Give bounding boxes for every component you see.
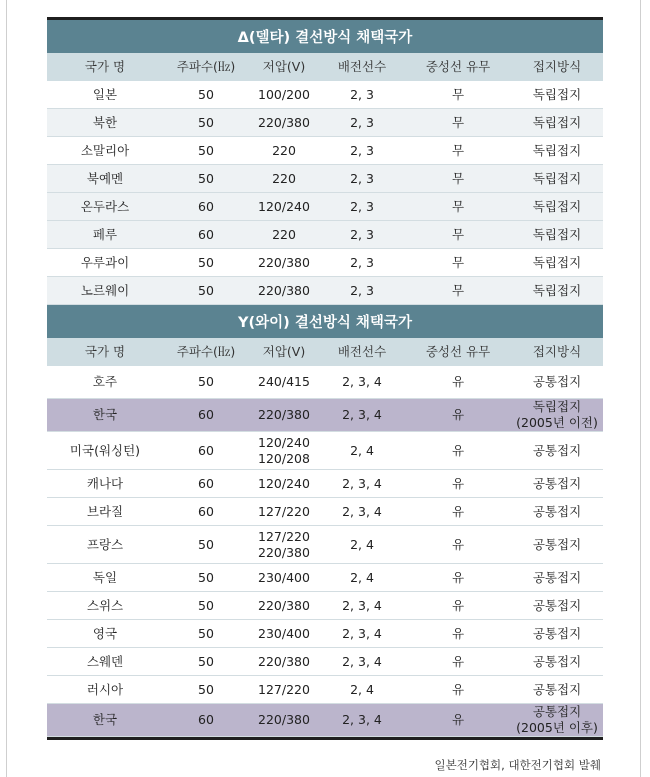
cell-wires: 2, 4	[350, 442, 374, 458]
cell-frequency: 60	[198, 442, 214, 458]
cell-voltage: 230/400	[258, 625, 310, 641]
cell-country: 우루과이	[80, 254, 130, 270]
cell-grounding: 공통접지	[532, 625, 582, 641]
cell-voltage: 220/380	[258, 597, 310, 613]
cell-wires: 2, 3	[350, 198, 374, 214]
cell-neutral: 유	[451, 374, 465, 389]
cell-neutral: 유	[451, 475, 465, 491]
cell-neutral: 무	[451, 142, 465, 158]
header-wires: 배전선수	[337, 59, 387, 74]
cell-country: 일본	[92, 86, 118, 102]
cell-wires: 2, 3, 4	[342, 407, 382, 422]
cell-wires: 2, 3, 4	[342, 475, 382, 491]
table-header-wye	[47, 338, 603, 366]
cell-frequency: 50	[198, 625, 214, 641]
cell-neutral: 유	[451, 681, 465, 697]
table-row	[47, 432, 603, 470]
cell-grounding: 독립접지	[532, 170, 582, 186]
table-row	[47, 277, 603, 305]
cell-voltage: 220/380	[258, 653, 310, 669]
cell-wires: 2, 3, 4	[342, 653, 382, 669]
cell-grounding: 독립접지	[532, 282, 582, 298]
cell-wires: 2, 3, 4	[342, 712, 382, 727]
cell-grounding: 공통접지	[532, 569, 582, 585]
cell-voltage: 240/415	[258, 374, 310, 389]
cell-neutral: 유	[451, 625, 465, 641]
cell-voltage: 220/380	[258, 114, 310, 130]
cell-frequency: 50	[198, 536, 214, 552]
table-row	[47, 648, 603, 676]
header-voltage: 저압(V)	[262, 59, 306, 74]
cell-frequency: 50	[198, 653, 214, 669]
cell-grounding: 공통접지	[532, 503, 582, 519]
cell-grounding: 독립접지	[532, 114, 582, 130]
cell-voltage: 120/240	[258, 475, 310, 491]
cell-country: 노르웨이	[80, 282, 130, 298]
header-neutral: 중성선 유무	[425, 344, 491, 359]
header-grounding: 접지방식	[532, 344, 582, 359]
cell-country: 미국(워싱턴)	[69, 442, 141, 458]
cell-wires: 2, 3, 4	[342, 625, 382, 641]
cell-grounding: 독립접지 (2005년 이전)	[516, 399, 598, 430]
cell-neutral: 유	[451, 569, 465, 585]
table-row	[47, 526, 603, 564]
table-row	[47, 109, 603, 137]
cell-grounding: 공통접지 (2005년 이후)	[516, 704, 598, 735]
cell-wires: 2, 3, 4	[342, 503, 382, 519]
cell-country: 페루	[92, 226, 118, 242]
cell-neutral: 무	[451, 254, 465, 270]
cell-frequency: 50	[198, 170, 214, 186]
cell-country: 북한	[92, 114, 118, 130]
cell-frequency: 50	[198, 114, 214, 130]
cell-frequency: 50	[198, 86, 214, 102]
cell-neutral: 유	[451, 442, 465, 458]
cell-wires: 2, 4	[350, 536, 374, 552]
cell-country: 캐나다	[86, 475, 124, 491]
cell-neutral: 유	[451, 536, 465, 552]
table-row	[47, 193, 603, 221]
section-title-wye: Y(와이) 결선방식 채택국가	[47, 305, 603, 338]
cell-frequency: 60	[198, 503, 214, 519]
cell-wires: 2, 4	[350, 569, 374, 585]
cell-country: 영국	[92, 625, 118, 641]
table-row	[47, 81, 603, 109]
cell-neutral: 무	[451, 170, 465, 186]
table-bottom-border	[47, 737, 603, 740]
cell-neutral: 유	[451, 597, 465, 613]
cell-frequency: 60	[198, 712, 214, 727]
cell-grounding: 공통접지	[532, 597, 582, 613]
cell-frequency: 60	[198, 407, 214, 422]
page-frame-left	[6, 0, 7, 777]
cell-country: 소말리아	[80, 142, 130, 158]
cell-frequency: 60	[198, 226, 214, 242]
cell-neutral: 무	[451, 282, 465, 298]
cell-wires: 2, 3, 4	[342, 597, 382, 613]
cell-wires: 2, 4	[350, 681, 374, 697]
cell-neutral: 유	[451, 712, 465, 727]
cell-frequency: 50	[198, 569, 214, 585]
table-row	[47, 592, 603, 620]
cell-voltage: 120/240	[258, 198, 310, 214]
cell-voltage: 127/220 220/380	[258, 528, 310, 560]
cell-country: 러시아	[86, 681, 124, 697]
cell-voltage: 220	[272, 142, 296, 158]
cell-wires: 2, 3, 4	[342, 374, 382, 389]
cell-country: 호주	[92, 374, 118, 389]
cell-wires: 2, 3	[350, 114, 374, 130]
cell-wires: 2, 3	[350, 142, 374, 158]
table-row	[47, 165, 603, 193]
cell-wires: 2, 3	[350, 86, 374, 102]
header-country: 국가 명	[84, 59, 126, 74]
header-neutral: 중성선 유무	[425, 59, 491, 74]
header-frequency: 주파수(㎐)	[176, 59, 236, 74]
cell-wires: 2, 3	[350, 170, 374, 186]
cell-frequency: 60	[198, 198, 214, 214]
table-row	[47, 221, 603, 249]
cell-grounding: 독립접지	[532, 254, 582, 270]
cell-voltage: 220	[272, 226, 296, 242]
table-body-wye	[47, 366, 603, 737]
cell-frequency: 50	[198, 597, 214, 613]
cell-country: 한국	[92, 712, 118, 727]
cell-voltage: 220/380	[258, 282, 310, 298]
cell-country: 한국	[92, 407, 118, 422]
cell-neutral: 유	[451, 653, 465, 669]
cell-country: 스위스	[86, 597, 124, 613]
cell-frequency: 50	[198, 254, 214, 270]
cell-voltage: 220/380	[258, 712, 310, 727]
cell-voltage: 220	[272, 170, 296, 186]
cell-grounding: 독립접지	[532, 198, 582, 214]
cell-grounding: 독립접지	[532, 86, 582, 102]
table-header-delta	[47, 53, 603, 81]
table-row	[47, 366, 603, 399]
cell-grounding: 공통접지	[532, 442, 582, 458]
cell-grounding: 공통접지	[532, 536, 582, 552]
header-wires: 배전선수	[337, 344, 387, 359]
table-body-delta	[47, 81, 603, 305]
header-voltage: 저압(V)	[262, 344, 306, 359]
header-country: 국가 명	[84, 344, 126, 359]
cell-frequency: 50	[198, 374, 214, 389]
country-voltage-table	[47, 17, 603, 740]
header-frequency: 주파수(㎐)	[176, 344, 236, 359]
cell-neutral: 무	[451, 226, 465, 242]
cell-frequency: 60	[198, 475, 214, 491]
cell-frequency: 50	[198, 282, 214, 298]
cell-country: 북예멘	[86, 170, 124, 186]
cell-voltage: 220/380	[258, 407, 310, 422]
cell-voltage: 220/380	[258, 254, 310, 270]
source-footnote: 일본전기협회, 대한전기협회 발췌	[434, 758, 601, 772]
cell-wires: 2, 3	[350, 282, 374, 298]
table-row	[47, 620, 603, 648]
cell-neutral: 무	[451, 198, 465, 214]
cell-grounding: 공통접지	[532, 653, 582, 669]
page-frame-right	[640, 0, 641, 777]
table-row	[47, 676, 603, 704]
cell-voltage: 120/240 120/208	[258, 434, 310, 466]
cell-grounding: 공통접지	[532, 681, 582, 697]
table-row	[47, 399, 603, 432]
cell-neutral: 유	[451, 503, 465, 519]
cell-grounding: 독립접지	[532, 226, 582, 242]
cell-neutral: 무	[451, 114, 465, 130]
cell-wires: 2, 3	[350, 254, 374, 270]
table-row	[47, 249, 603, 277]
table-row	[47, 470, 603, 498]
cell-neutral: 유	[451, 407, 465, 422]
cell-country: 브라질	[86, 503, 124, 519]
cell-voltage: 127/220	[258, 681, 310, 697]
cell-voltage: 127/220	[258, 503, 310, 519]
table-row	[47, 498, 603, 526]
cell-voltage: 230/400	[258, 569, 310, 585]
cell-country: 독일	[92, 569, 118, 585]
table-row	[47, 137, 603, 165]
cell-wires: 2, 3	[350, 226, 374, 242]
cell-grounding: 공통접지	[532, 374, 582, 389]
cell-country: 온두라스	[80, 198, 130, 214]
cell-frequency: 50	[198, 681, 214, 697]
section-title-delta: Δ(델타) 결선방식 채택국가	[47, 20, 603, 53]
cell-grounding: 공통접지	[532, 475, 582, 491]
table-row	[47, 704, 603, 737]
cell-grounding: 독립접지	[532, 142, 582, 158]
cell-country: 프랑스	[86, 536, 124, 552]
header-grounding: 접지방식	[532, 59, 582, 74]
cell-country: 스웨덴	[86, 653, 124, 669]
table-row	[47, 564, 603, 592]
cell-frequency: 50	[198, 142, 214, 158]
cell-neutral: 무	[451, 86, 465, 102]
cell-voltage: 100/200	[258, 86, 310, 102]
